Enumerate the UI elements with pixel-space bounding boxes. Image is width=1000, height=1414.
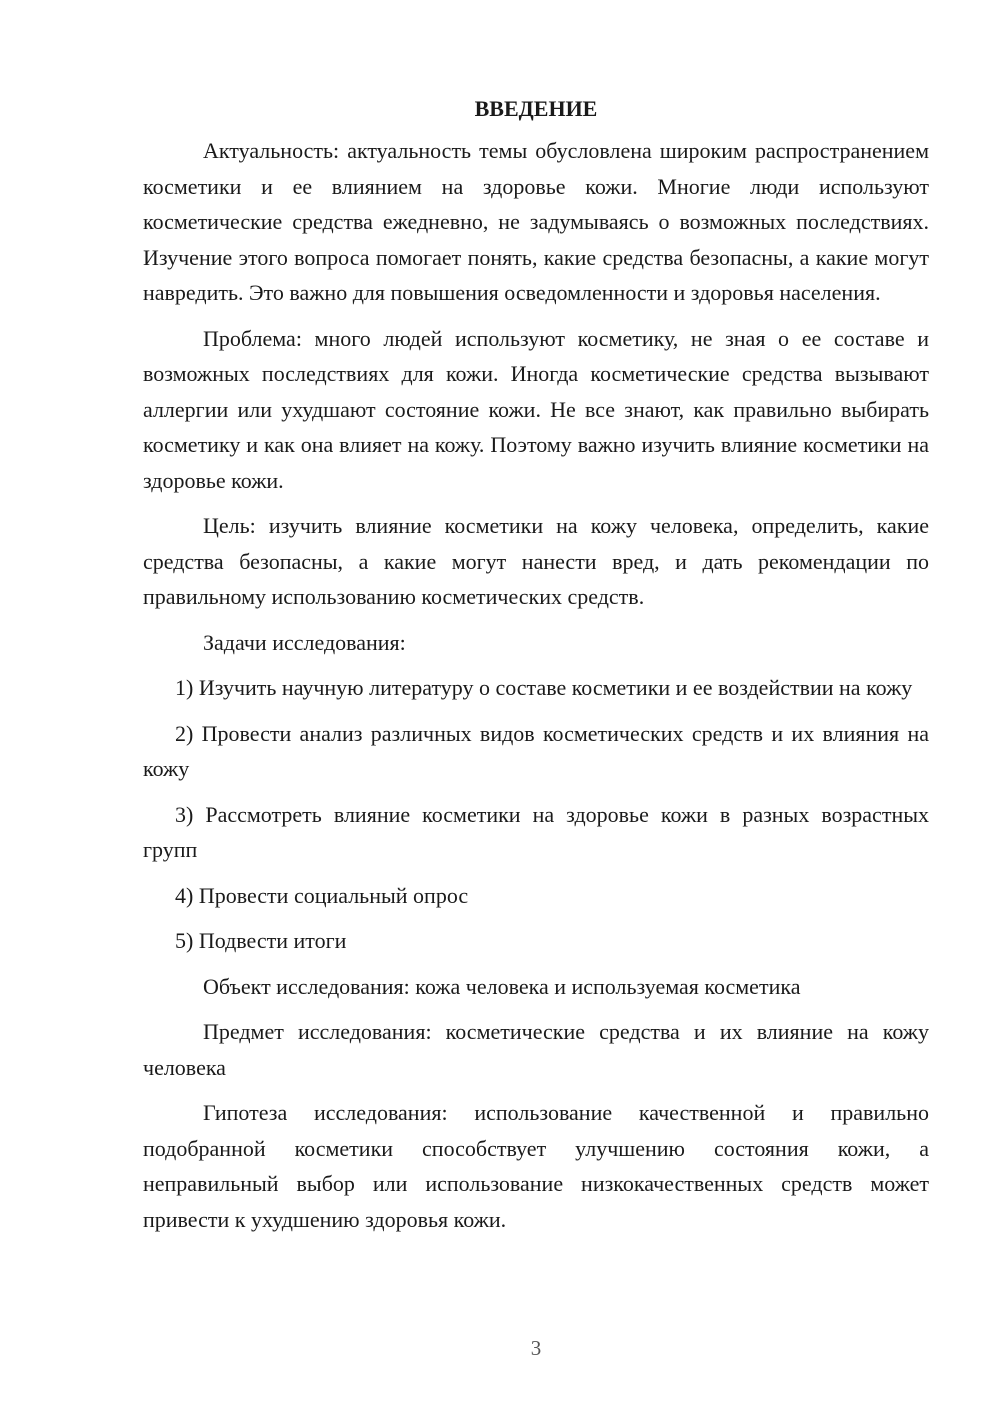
task-item-1: 1) Изучить научную литературу о составе косметики и ее воздействии на кожу [175,675,913,700]
paragraph-subject: Предмет исследования: косметические средства и их влияние на кожу человека [143,1019,929,1080]
paragraph-hypothesis: Гипотеза исследования: использование качественной и правильно подобранной косметики способствует улучшению состояния кожи, а неправильный выбор или использование низкокачественных средств может привести к ухудшению здоровья кожи. [143,1100,929,1232]
task-item-3: 3) Рассмотреть влияние косметики на здоровье кожи в разных возрастных групп [143,801,929,862]
paragraph-goal: Цель: изучить влияние косметики на кожу человека, определить, какие средства безопасны, а какие могут нанести вред, и дать рекомендации по правильному использованию косметических средств. [143,513,929,609]
task-item-4: 4) Провести социальный опрос [175,882,469,908]
task-item-2: 2) Провести анализ различных видов косметических средств и их влияния на кожу [143,720,929,781]
task-item-5: 5) Подвести итоги [175,928,347,953]
section-title: ВВЕДЕНИЕ [474,96,598,121]
paragraph-tasks-heading: Задачи исследования: [203,629,406,655]
paragraph-object: Объект исследования: кожа человека и используемая косметика [203,973,801,999]
page-number: 3 [530,1336,542,1360]
paragraph-problem: Проблема: много людей используют косметику, не зная о ее составе и возможных последствиях для кожи. Иногда косметические средства вызывают аллергии или ухудшают состояние кожи. Не все знают, как правильно выбирать косметику и как она влияет на кожу. Поэтому важно изучить влияние косметики на здоровье кожи. [143,325,929,493]
paragraph-relevance: Актуальность: актуальность темы обусловлена широким распространением косметики и ее влиянием на здоровье кожи. Многие люди используют косметические средства ежедневно, не задумываясь о возможных последствиях. Изучение этого вопроса помогает понять, какие средства безопасны, а какие могут навредить. Это важно для повышения осведомленности и здоровья населения. [143,138,929,305]
page-content [143,92,929,1247]
